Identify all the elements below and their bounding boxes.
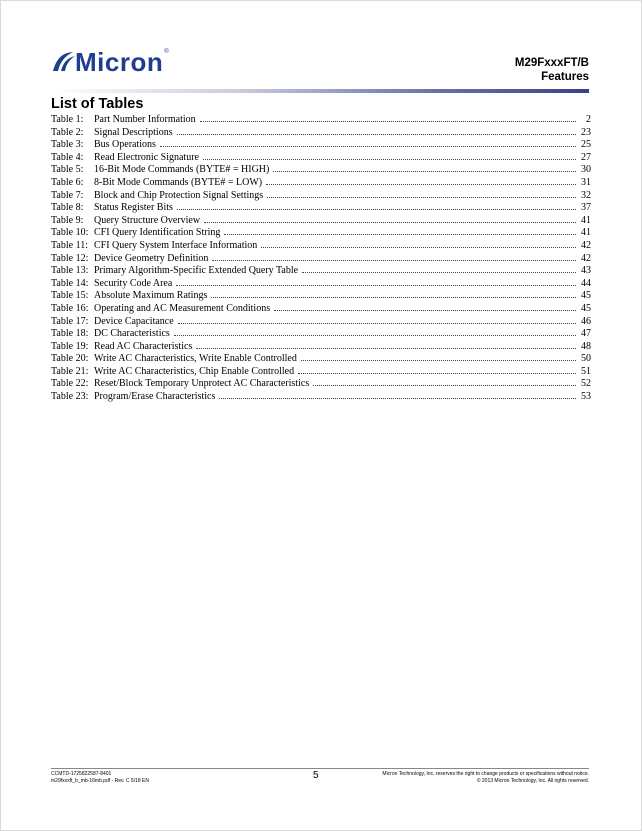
toc-dot-leader	[298, 365, 576, 374]
toc-dot-leader	[203, 151, 576, 160]
toc-entry-number: Table 14:	[51, 277, 89, 289]
logo-trademark: ®	[164, 49, 169, 55]
toc-entry-title: Write AC Characteristics, Chip Enable Controlled	[94, 365, 295, 377]
toc-entry[interactable]	[51, 327, 591, 340]
footer-page-number: 5	[313, 770, 319, 781]
toc-dot-leader	[200, 113, 576, 122]
toc-dot-leader	[196, 340, 576, 349]
toc-dot-leader	[178, 315, 576, 324]
toc-entry-number: Table 9:	[51, 214, 84, 226]
toc-entry-number: Table 13:	[51, 265, 89, 277]
toc-entry-page: 52	[581, 378, 591, 390]
toc-entry-number: Table 23:	[51, 391, 89, 403]
toc-entry-title: Primary Algorithm-Specific Extended Query Table	[94, 265, 299, 277]
toc-entry[interactable]	[51, 315, 591, 328]
toc-dot-leader	[261, 239, 576, 248]
toc-entry[interactable]	[51, 352, 591, 365]
section-name: Features	[541, 71, 589, 83]
toc-entry-page: 23	[581, 126, 591, 138]
toc-entry-title: Operating and AC Measurement Conditions	[94, 302, 271, 314]
toc-entry-page: 30	[581, 164, 591, 176]
footer-file-name: m29fxxxft_b_mb-16mb.pdf - Rev. C 5/18 EN	[51, 777, 150, 784]
toc-dot-leader	[274, 302, 576, 311]
header-rule	[51, 89, 589, 93]
toc-entry-number: Table 1:	[51, 114, 84, 125]
toc-dot-leader	[273, 163, 576, 172]
toc-entry-number: Table 18:	[51, 328, 89, 340]
toc-entry-number: Table 19:	[51, 340, 89, 352]
toc-entry-number: Table 10:	[51, 227, 89, 239]
toc-entry[interactable]	[51, 163, 591, 176]
toc-entry-page: 53	[581, 391, 591, 403]
footer-right	[382, 771, 589, 784]
toc-entry-title: CFI Query System Interface Information	[94, 239, 258, 251]
toc-entry[interactable]	[51, 252, 591, 265]
toc-entry-title: Absolute Maximum Ratings	[94, 290, 208, 302]
toc-entry-number: Table 20:	[51, 353, 89, 365]
toc-entry-title: Block and Chip Protection Signal Settings	[94, 189, 264, 201]
logo-wordmark: Micron	[75, 47, 164, 77]
toc-entry-page: 2	[586, 114, 591, 125]
toc-dot-leader	[313, 377, 576, 386]
toc-entry-title: Security Code Area	[94, 277, 173, 289]
toc-entry-title: Status Register Bits	[94, 202, 173, 214]
toc-entry-title: Device Capacitance	[94, 315, 174, 327]
toc-entry[interactable]	[51, 214, 591, 227]
toc-dot-leader	[267, 189, 576, 198]
toc-entry[interactable]	[51, 302, 591, 315]
toc-entry-number: Table 11:	[51, 239, 88, 251]
toc-entry[interactable]	[51, 377, 591, 390]
toc-entry-number: Table 12:	[51, 252, 89, 264]
toc-entry-page: 46	[581, 315, 591, 327]
toc-entry-title: Device Geometry Definition	[94, 252, 209, 264]
micron-swoosh-icon	[51, 49, 77, 75]
toc-dot-leader	[224, 226, 576, 235]
footer-copyright: © 2013 Micron Technology, Inc. All rights reserved.	[476, 777, 589, 784]
toc-entry[interactable]	[51, 201, 591, 214]
toc-dot-leader	[204, 214, 576, 223]
toc-dot-leader	[176, 277, 576, 286]
toc-entry-page: 51	[581, 365, 591, 377]
page-title: List of Tables	[51, 96, 144, 112]
toc-entry[interactable]	[51, 226, 591, 239]
toc-dot-leader	[177, 126, 576, 135]
toc-dot-leader	[174, 327, 576, 336]
toc-entry-page: 42	[581, 239, 591, 251]
toc-entry-title: Bus Operations	[94, 139, 156, 151]
toc-entry-title: Signal Descriptions	[94, 126, 173, 138]
toc-entry-page: 44	[581, 277, 591, 289]
toc-entry[interactable]	[51, 365, 591, 378]
toc-entry-page: 45	[581, 302, 591, 314]
toc-entry-title: Read Electronic Signature	[94, 151, 199, 163]
toc-entry-page: 42	[581, 252, 591, 264]
toc-entry-page: 45	[581, 290, 591, 302]
toc-entry-page: 41	[581, 214, 591, 226]
toc-entry-page: 37	[581, 202, 591, 214]
toc-entry[interactable]	[51, 390, 591, 403]
toc-dot-leader	[301, 352, 576, 361]
toc-entry-page: 27	[581, 151, 591, 163]
toc-entry-title: CFI Query Identification String	[94, 227, 221, 239]
toc-dot-leader	[219, 390, 576, 399]
toc-dot-leader	[160, 138, 576, 147]
toc-entry[interactable]	[51, 277, 591, 290]
toc-entry[interactable]	[51, 189, 591, 202]
toc-entry-page: 31	[581, 176, 591, 188]
toc-entry-title: Program/Erase Characteristics	[94, 391, 216, 403]
toc-entry-number: Table 8:	[51, 202, 84, 214]
doc-title: M29FxxxFT/B	[514, 57, 589, 69]
toc-entry-number: Table 3:	[51, 139, 84, 151]
toc-entry-title: Reset/Block Temporary Unprotect AC Characteristics	[94, 378, 310, 390]
toc-entry-page: 32	[581, 189, 591, 201]
toc-entry[interactable]	[51, 289, 591, 302]
toc-entry-number: Table 21:	[51, 365, 89, 377]
toc-entry-number: Table 7:	[51, 189, 84, 201]
toc-entry-number: Table 16:	[51, 302, 89, 314]
toc-entry[interactable]	[51, 138, 591, 151]
footer-disclaimer: Micron Technology, Inc. reserves the right to change products or specifications without notice.	[382, 771, 589, 777]
footer-rule	[51, 768, 589, 769]
header-right	[515, 56, 589, 84]
table-list	[51, 113, 591, 403]
footer-doc-id: CCMTD-1725822587-8401	[51, 771, 112, 777]
toc-entry-title: DC Characteristics	[94, 328, 170, 340]
toc-entry-page: 25	[581, 139, 591, 151]
toc-dot-leader	[212, 252, 576, 261]
toc-entry-number: Table 5:	[51, 164, 84, 176]
toc-entry-number: Table 4:	[51, 151, 84, 163]
toc-entry-page: 41	[581, 227, 591, 239]
toc-entry[interactable]	[51, 126, 591, 139]
toc-entry-page: 50	[581, 353, 591, 365]
toc-entry-number: Table 22:	[51, 378, 89, 390]
toc-entry[interactable]	[51, 264, 591, 277]
toc-entry-number: Table 15:	[51, 290, 89, 302]
toc-entry[interactable]	[51, 113, 591, 126]
toc-entry-title: Read AC Characteristics	[94, 340, 193, 352]
micron-logo	[51, 49, 169, 75]
toc-entry-page: 48	[581, 340, 591, 352]
toc-dot-leader	[211, 289, 576, 298]
toc-entry[interactable]	[51, 151, 591, 164]
footer-left	[51, 771, 149, 784]
toc-entry-page: 43	[581, 265, 591, 277]
toc-entry[interactable]	[51, 176, 591, 189]
toc-entry[interactable]	[51, 239, 591, 252]
toc-entry-number: Table 17:	[51, 315, 89, 327]
toc-entry-title: 8-Bit Mode Commands (BYTE# = LOW)	[94, 176, 263, 188]
toc-dot-leader	[302, 264, 576, 273]
toc-entry-title: Part Number Information	[94, 114, 196, 125]
toc-entry-title: 16-Bit Mode Commands (BYTE# = HIGH)	[94, 164, 270, 176]
toc-entry-title: Query Structure Overview	[94, 214, 201, 226]
toc-entry-number: Table 6:	[51, 176, 84, 188]
toc-entry-page: 47	[581, 328, 591, 340]
toc-dot-leader	[266, 176, 576, 185]
toc-entry-number: Table 2:	[51, 126, 84, 138]
toc-entry-title: Write AC Characteristics, Write Enable Controlled	[94, 353, 297, 365]
toc-entry[interactable]	[51, 340, 591, 353]
toc-dot-leader	[177, 201, 576, 210]
